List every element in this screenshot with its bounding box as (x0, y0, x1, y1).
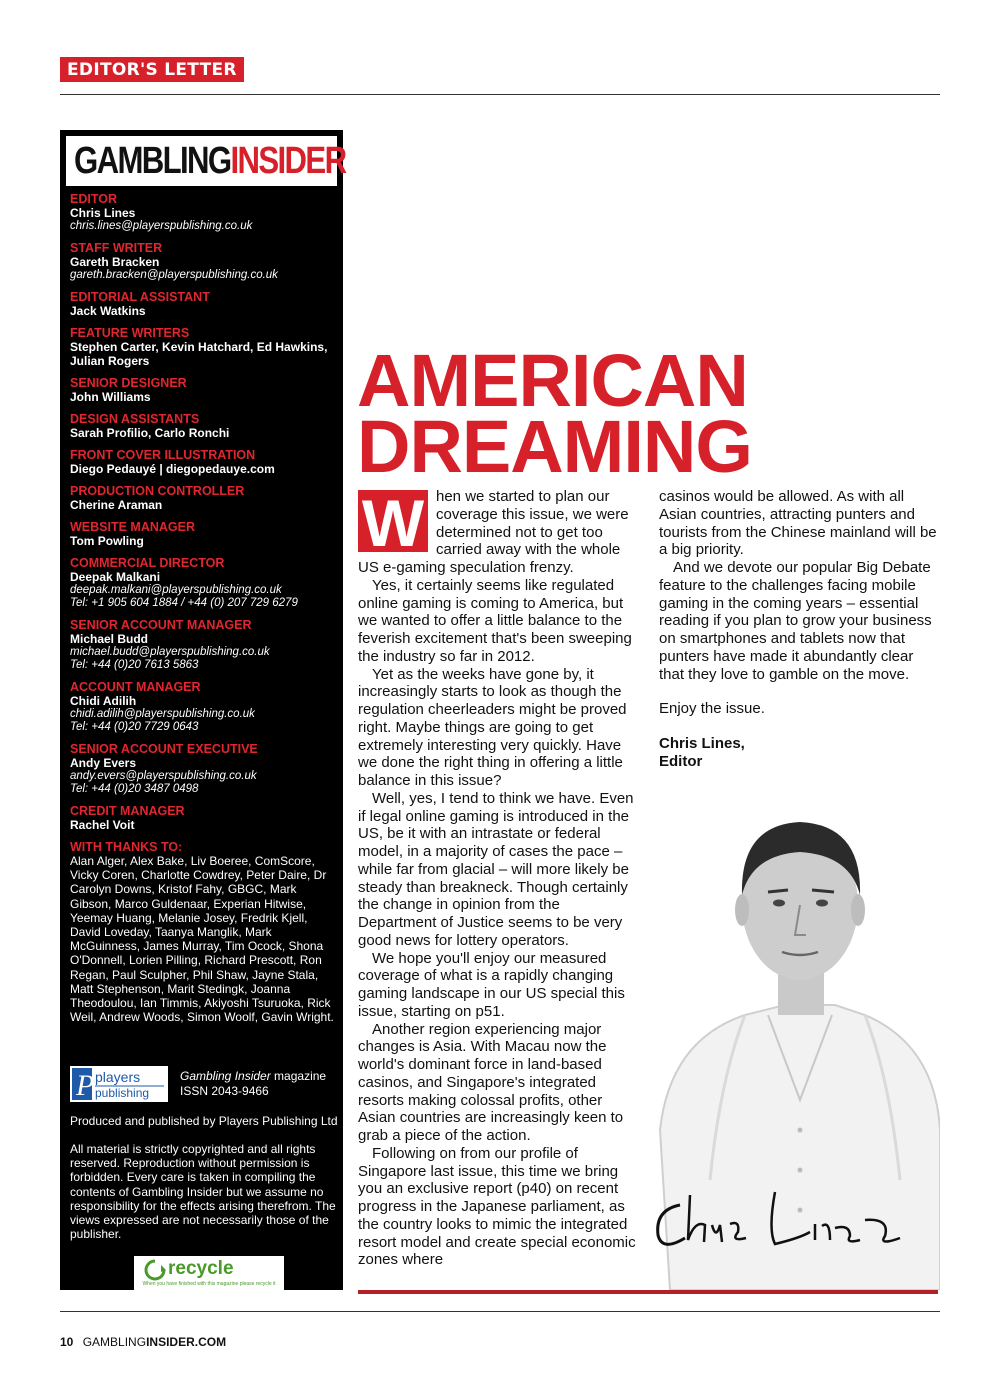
staff-contact: michael.budd@playerspublishing.co.uk (70, 646, 270, 658)
section-tag: EDITOR'S LETTER (60, 57, 244, 82)
svg-text:players: players (95, 1069, 141, 1085)
staff-names: Michael Budd (70, 632, 149, 646)
staff-contact: Tel: +44 (0)20 3487 0498 (70, 783, 199, 795)
staff-names: Deepak Malkani (70, 570, 161, 584)
staff-role: CREDIT MANAGER (70, 804, 185, 818)
staff-contact: Tel: +44 (0)20 7729 0643 (70, 721, 199, 733)
page-number: 10 (60, 1335, 74, 1349)
signature-title: Editor (659, 752, 703, 770)
staff-contact: deepak.malkani@playerspublishing.co.uk (70, 584, 282, 596)
staff-list (70, 192, 338, 1024)
staff-role: FRONT COVER ILLUSTRATION (70, 448, 256, 462)
copyright-notice: All material is strictly copyrighted and all rights reserved. Reproduction without permission is forbidden. Every care is taken in compiling the contents of Gambling Insider but we assume no responsibility for the effects arising therefrom. The views expressed are not necessarily those of the publisher. (70, 1142, 336, 1242)
publisher-row (70, 1066, 338, 1106)
staff-role: SENIOR ACCOUNT MANAGER (70, 618, 252, 632)
closing-line: Enjoy the issue. (659, 700, 765, 718)
paragraph: Yes, it certainly seems like regulated online gaming is coming to America, but we wanted to offer a little balance to the feverish excitement that's been sweeping the industry so far in 2012. (358, 576, 632, 665)
staff-role: WEBSITE MANAGER (70, 520, 195, 534)
produced-by: Produced and published by Players Publishing Ltd (70, 1114, 338, 1128)
staff-names: Chidi Adilih (70, 694, 137, 708)
staff-role: PRODUCTION CONTROLLER (70, 484, 245, 498)
recycle-logo (134, 1256, 284, 1292)
bottom-divider (60, 1311, 940, 1312)
staff-names: Rachel Voit (70, 818, 135, 832)
staff-role: ACCOUNT MANAGER (70, 680, 201, 694)
staff-group (70, 448, 338, 476)
headline-line-1: AMERICAN (357, 339, 748, 422)
staff-contact: Tel: +44 (0)20 7613 5863 (70, 659, 199, 671)
staff-names: Gareth Bracken (70, 255, 160, 269)
recycle-word: recycle (168, 1258, 234, 1279)
paragraph: We hope you'll enjoy our measured coverage of what is a rapidly changing gaming landscape in our US special this issue, starting on p51. (358, 949, 625, 1020)
staff-group (70, 326, 338, 368)
staff-names: Jack Watkins (70, 304, 146, 318)
staff-names: Stephen Carter, Kevin Hatchard, Ed Hawkins, Julian Rogers (70, 340, 328, 368)
staff-group (70, 742, 338, 796)
page-footer (60, 1335, 226, 1349)
handwritten-signature (650, 1180, 940, 1260)
headline-line-2: DREAMING (357, 405, 752, 488)
staff-group (70, 241, 338, 282)
players-publishing-logo (70, 1066, 168, 1102)
masthead-panel (60, 130, 346, 1290)
staff-names: Diego Pedauyé | diegopedauye.com (70, 462, 275, 476)
staff-group (70, 376, 338, 404)
article-headline (357, 339, 752, 488)
website-b: INSIDER.COM (146, 1335, 227, 1349)
staff-group (70, 520, 338, 548)
drop-cap: W (358, 490, 428, 552)
staff-group (70, 804, 338, 832)
magazine-logo (66, 136, 346, 186)
article-column-1 (358, 488, 640, 1269)
staff-contact: Tel: +1 905 604 1884 / +44 (0) 207 729 6279 (70, 597, 298, 609)
staff-contact: chris.lines@playerspublishing.co.uk (70, 220, 253, 232)
paragraph: hen we started to plan our coverage this issue, we were determined not to get too carried away with the whole US e-gaming speculation frenzy. (358, 488, 629, 576)
staff-contact: gareth.bracken@playerspublishing.co.uk (70, 269, 278, 281)
paragraph: casinos would be allowed. As with all Asian countries, attracting punters and tourists from the Chinese mainland will be a big priority. (659, 488, 937, 559)
thanks-list: Alan Alger, Alex Bake, Liv Boeree, ComScore, Vicky Coren, Charlotte Cowdrey, Peter Daire, Dr Carolyn Downs, Kristof Fahy, GBGC, Mark Gibson, Marco Guldenaar, Experian Hitwise, Yeemay Huang, Melanie Josey, Fredrik Kjell, David Loveday, Taanya Manglik, Mark McGuinness, James Murray, Tim Ocock, Shona O'Donnell, Lorien Pilling, Richard Prescott, Ron Regan, Paul Sculpher, Phil Shaw, Jayne Stala, Matt Stephenson, Marit Stedingk, Joanna Theodoulou, Ian Timmis, Akiyoshi Tsuruoka, Rick Weil, Andrew Woods, Simon Woolf, Gavin Wright. (70, 854, 334, 1025)
thanks-heading: WITH THANKS TO: (70, 840, 183, 854)
top-divider (60, 94, 940, 95)
staff-role: SENIOR DESIGNER (70, 376, 187, 390)
staff-role: SENIOR ACCOUNT EXECUTIVE (70, 742, 258, 756)
staff-group (70, 290, 338, 318)
staff-names: Cherine Araman (70, 498, 163, 512)
website-a: GAMBLING (82, 1335, 147, 1349)
logo-part-1: GAMBLING (74, 140, 231, 182)
editor-photo (650, 800, 940, 1290)
issn-text: ISSN 2043-9466 (180, 1084, 269, 1098)
article-end-bar (358, 1290, 938, 1294)
staff-role: COMMERCIAL DIRECTOR (70, 556, 225, 570)
staff-role: DESIGN ASSISTANTS (70, 412, 200, 426)
staff-contact: chidi.adilih@playerspublishing.co.uk (70, 708, 255, 720)
staff-group (70, 556, 338, 610)
staff-group (70, 680, 338, 734)
recycle-icon (144, 1259, 166, 1281)
signature-name: Chris Lines, (659, 735, 745, 752)
paragraph: Another region experiencing major changes is Asia. With Macau now the world's dominant force in land-based casinos, and Singapore's integrated resorts making colossal profits, other Asian countries are increasingly keen to grab a piece of the action. (358, 1020, 624, 1144)
staff-names: John Williams (70, 390, 151, 404)
paragraph: Yet as the weeks have gone by, it increasingly starts to look as though the regulation cheerleaders might be proved right. Maybe things are going to get extremely interesting very quickly. Have we done the right thing in offering a little balance in this issue? (358, 665, 627, 789)
magazine-issn: Gambling Insider magazine ISSN 2043-9466 (180, 1069, 327, 1098)
staff-group (70, 484, 338, 512)
staff-role: EDITOR (70, 192, 117, 206)
article-column-2 (659, 488, 941, 771)
staff-names: Sarah Profilio, Carlo Ronchi (70, 426, 230, 440)
logo-part-2: INSIDER (230, 140, 346, 182)
magazine-name: Gambling Insider (180, 1069, 271, 1083)
svg-text:P: P (76, 1069, 95, 1102)
staff-role: FEATURE WRITERS (70, 326, 190, 340)
paragraph: Following on from our profile of Singapore last issue, this time we bring you an exclusive report (p40) on recent progress in the Japanese parliament, as the country looks to mimic the integrated resort model and create special economic zones where (358, 1144, 636, 1269)
staff-names: Tom Powling (70, 534, 144, 548)
svg-text:publishing: publishing (95, 1086, 150, 1100)
staff-group (70, 412, 338, 440)
staff-role: STAFF WRITER (70, 241, 163, 255)
staff-group (70, 192, 338, 233)
staff-role: EDITORIAL ASSISTANT (70, 290, 210, 304)
paragraph: Well, yes, I tend to think we have. Even if legal online gaming is introduced in the US, be it with an intrastate or federal model, in a majority of cases the pace – while far from glacial – will more likely be steady than breakneck. Though certainly the change in opinion from the Department of Justice seems to be very good news for lottery operators. (358, 789, 634, 949)
paragraph: And we devote our popular Big Debate feature to the challenges facing mobile gaming in the coming years – essential reading if you plan to grow your business on smartphones and tablets now that punters have made it abundantly clear that they love to gamble on the move. (659, 559, 932, 683)
recycle-note: When you have finished with this magazine please recycle it (142, 1281, 276, 1287)
staff-contact: andy.evers@playerspublishing.co.uk (70, 770, 257, 782)
staff-group (70, 618, 338, 672)
staff-names: Andy Evers (70, 756, 137, 770)
staff-names: Chris Lines (70, 206, 136, 220)
